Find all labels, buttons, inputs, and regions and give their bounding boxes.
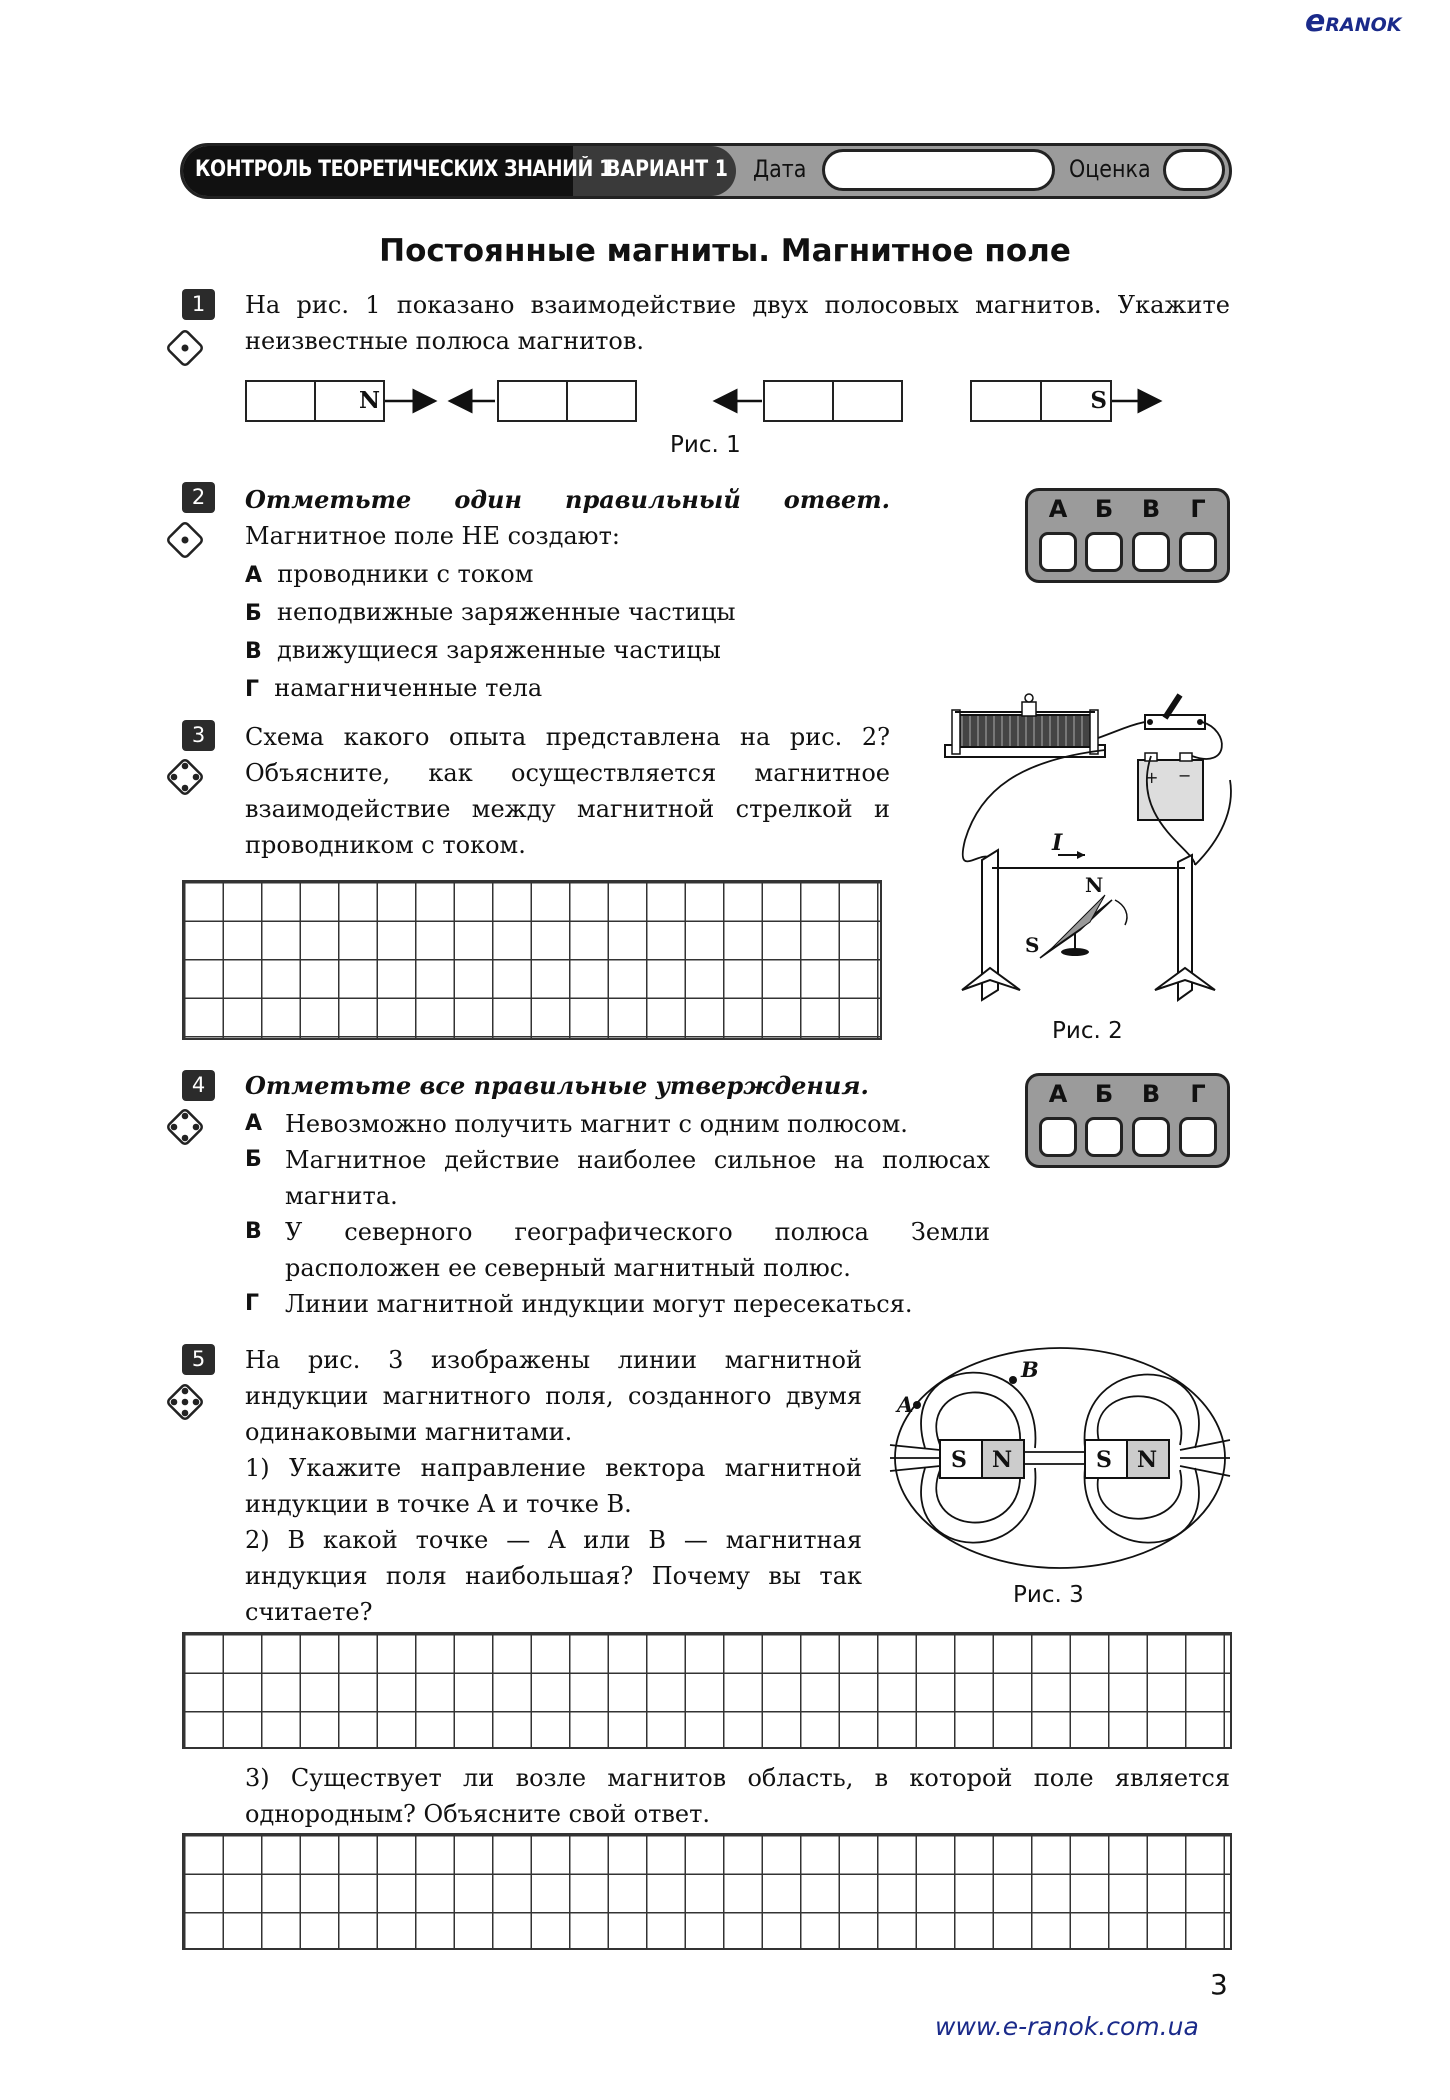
question-number: 3	[182, 720, 215, 751]
q5-sub3: 3) Существует ли возле магнитов область, в которой поле является однородным? Объясните свой ответ.	[245, 1764, 1230, 1828]
dice-1-icon	[163, 518, 207, 562]
page-title: Постоянные магниты. Магнитное поле	[379, 233, 1071, 269]
q5-text: На рис. 3 изображены линии магнитной индукции магнитного поля, созданного двумя одинаковыми магнитами.	[245, 1346, 862, 1446]
option-text: неподвижные заряженные частицы	[277, 598, 736, 626]
option-text: Линии магнитной индукции могут пересекаться.	[285, 1290, 913, 1318]
needle-north: N	[1085, 873, 1104, 897]
q2-text: Магнитное поле НЕ создают:	[245, 522, 620, 550]
grade-label: Оценка	[1069, 155, 1151, 183]
dice-3-icon	[163, 755, 207, 799]
magnet1-north: N	[992, 1447, 1013, 1473]
option-letter: Б	[245, 1147, 262, 1172]
q5-sub2: 2) В какой точке — A или B — магнитная индукция поля наибольшая? Почему вы так считаете?	[245, 1526, 862, 1626]
header-variant: ВАРИАНТ 1	[606, 157, 728, 182]
answer-letter: Б	[1094, 495, 1114, 523]
option-letter: А	[245, 1111, 263, 1136]
option-text: проводники с током	[277, 560, 534, 588]
point-b: B	[1021, 1357, 1039, 1382]
magnet1-south: S	[951, 1447, 967, 1473]
option-letter: Г	[245, 677, 260, 702]
option-text: Магнитное действие наиболее сильное на полюсах магнита.	[285, 1146, 990, 1210]
battery-plus: +	[1145, 768, 1159, 787]
answer-letter: А	[1048, 495, 1068, 523]
publisher-logo	[1305, 4, 1401, 39]
q4-options	[245, 1106, 990, 1322]
answer-cell[interactable]	[1039, 1117, 1077, 1157]
current-label: I	[1052, 830, 1063, 856]
page-number: 3	[1210, 1968, 1228, 2001]
answer-letter: Г	[1190, 495, 1206, 523]
magnet-1	[245, 380, 385, 422]
answer-cell[interactable]	[1085, 532, 1123, 572]
answer-cell[interactable]	[1132, 532, 1170, 572]
question-number: 2	[182, 482, 215, 513]
option-letter: Г	[245, 1291, 260, 1316]
answer-letter: В	[1141, 1080, 1161, 1108]
magnet-1-pole: N	[358, 387, 380, 414]
option-letter: Б	[245, 601, 262, 626]
fig2-caption: Рис. 2	[1052, 1018, 1123, 1044]
q2-options	[245, 556, 945, 708]
q1-text: На рис. 1 показано взаимодействие двух полосовых магнитов. Укажите неизвестные полюса магнитов.	[245, 291, 1230, 355]
dice-1-icon	[163, 326, 207, 370]
answer-cell[interactable]	[1179, 532, 1217, 572]
q4-prompt	[245, 1068, 1005, 1104]
fig3-field-lines	[885, 1340, 1235, 1580]
answer-letter: Б	[1094, 1080, 1114, 1108]
header-section: КОНТРОЛЬ ТЕОРЕТИЧЕСКИХ ЗНАНИЙ 1	[195, 157, 612, 182]
battery-minus: −	[1178, 766, 1192, 785]
q5-sub1: 1) Укажите направление вектора магнитной индукции в точке A и точке B.	[245, 1454, 862, 1518]
force-arrows	[380, 385, 1180, 415]
magnet2-north: N	[1137, 1447, 1158, 1473]
answer-cell[interactable]	[1179, 1117, 1217, 1157]
q2-prompt	[245, 482, 890, 554]
logo-e: e	[1305, 4, 1326, 39]
q2-instruction: Отметьте один правильный ответ.	[245, 485, 890, 514]
option-text: намагниченные тела	[274, 674, 543, 702]
option-letter: А	[245, 563, 263, 588]
q4-instruction: Отметьте все правильные утверждения.	[245, 1071, 869, 1100]
option-text: движущиеся заряженные частицы	[277, 636, 721, 664]
date-label: Дата	[753, 155, 807, 183]
answer-letter: А	[1048, 1080, 1068, 1108]
answer-cell[interactable]	[1085, 1117, 1123, 1157]
option-letter: В	[245, 1219, 262, 1244]
date-field[interactable]	[822, 149, 1055, 191]
dice-5-icon	[163, 1380, 207, 1424]
q3-text: Схема какого опыта представлена на рис. 2? Объясните, как осуществляется магнитное взаимодействие между магнитной стрелкой и проводником с током.	[245, 723, 890, 859]
answer-letter: Г	[1190, 1080, 1206, 1108]
dice-3-icon	[163, 1105, 207, 1149]
fig2-experiment	[940, 690, 1240, 1020]
question-number: 5	[182, 1344, 215, 1375]
option-text: У северного географического полюса Земли расположен ее северный магнитный полюс.	[285, 1218, 990, 1282]
magnet-4-pole: S	[1090, 387, 1107, 414]
grade-field[interactable]	[1163, 149, 1225, 191]
magnet2-south: S	[1096, 1447, 1112, 1473]
answer-cell[interactable]	[1039, 532, 1077, 572]
logo-text: RANOK	[1325, 14, 1402, 36]
answer-grid[interactable]	[182, 1632, 1232, 1749]
site-link[interactable]: www.e-ranok.com.ua	[935, 2012, 1199, 2041]
fig3-caption: Рис. 3	[1013, 1582, 1084, 1608]
option-text: Невозможно получить магнит с одним полюсом.	[285, 1110, 908, 1138]
question-number: 4	[182, 1070, 215, 1101]
answer-grid[interactable]	[182, 1833, 1232, 1950]
answer-letter: В	[1141, 495, 1161, 523]
question-number: 1	[182, 289, 215, 320]
needle-south: S	[1025, 933, 1040, 957]
answer-grid[interactable]	[182, 880, 882, 1040]
answer-cell[interactable]	[1132, 1117, 1170, 1157]
fig1-caption: Рис. 1	[670, 432, 741, 458]
option-letter: В	[245, 639, 262, 664]
point-a: A	[897, 1392, 914, 1417]
